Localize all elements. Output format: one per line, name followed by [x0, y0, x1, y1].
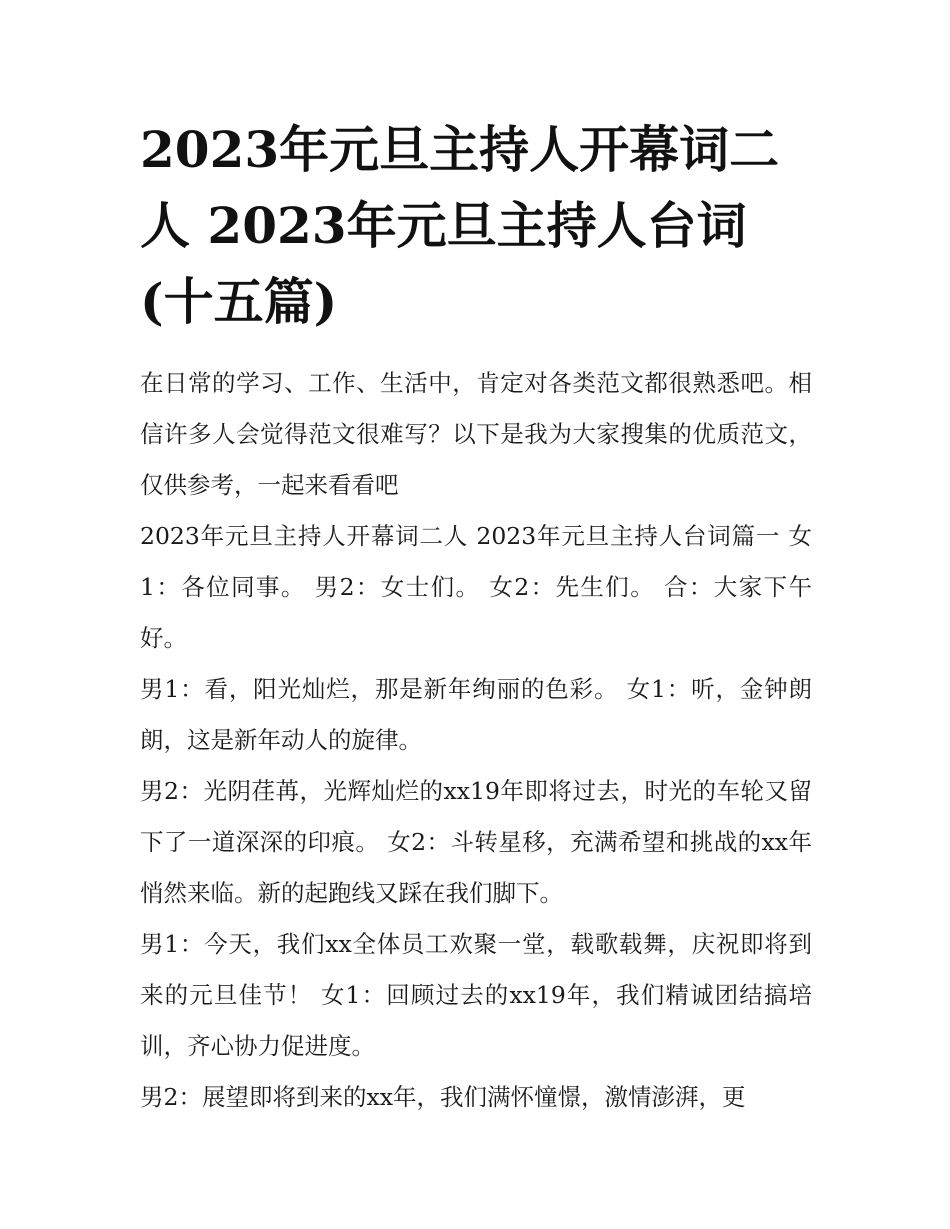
- paragraph-opening-greeting: 2023年元旦主持人开幕词二人 2023年元旦主持人台词篇一 女1：各位同事。 男2：女士们。 女2：先生们。 合：大家下午好。: [140, 522, 812, 652]
- paragraph-gathering: 男1：今天，我们xx全体员工欢聚一堂，载歌载舞，庆祝即将到来的元旦佳节！ 女1：回顾过去的xx19年，我们精诚团结搞培训，齐心协力促进度。: [140, 930, 812, 1060]
- paragraph-intro: 在日常的学习、工作、生活中，肯定对各类范文都很熟悉吧。相信许多人会觉得范文很难写？以下是我为大家搜集的优质范文，仅供参考，一起来看看吧: [140, 369, 812, 499]
- document-body: [140, 358, 812, 1123]
- paragraph-outlook: 男2：展望即将到来的xx年，我们满怀憧憬，激情澎湃，更: [140, 1083, 746, 1111]
- paragraph-time-passes: 男2：光阴荏苒，光辉灿烂的xx19年即将过去，时光的车轮又留下了一道深深的印痕。 女2：斗转星移，充满希望和挑战的xx年悄然来临。新的起跑线又踩在我们脚下。: [140, 777, 812, 907]
- document-title: 2023年元旦主持人开幕词二人 2023年元旦主持人台词(十五篇): [140, 120, 780, 331]
- paragraph-sunshine: 男1：看，阳光灿烂，那是新年绚丽的色彩。 女1：听，金钟朗朗，这是新年动人的旋律。: [140, 675, 812, 754]
- document-page: [140, 112, 812, 1123]
